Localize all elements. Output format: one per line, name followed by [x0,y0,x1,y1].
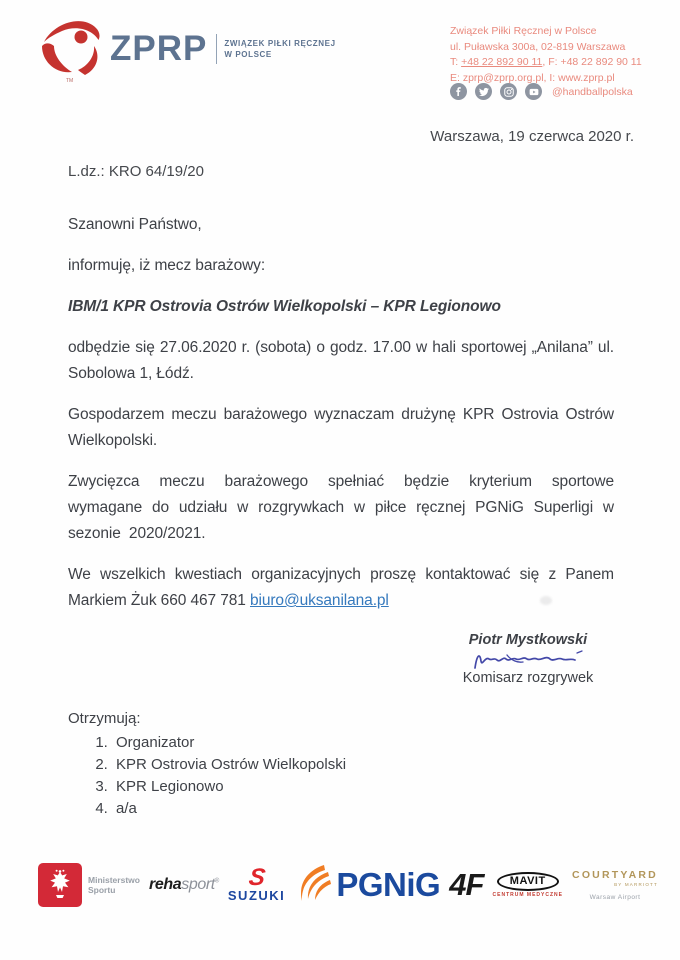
reference-number: L.dz.: KRO 64/19/20 [68,163,204,180]
mavit-logo: MAVIT CENTRUM MEDYCZNE [493,872,563,898]
paragraph-contact: We wszelkich kwestiach organizacyjnych proszę kontaktować się z Panem Markiem Żuk 660 467 781 biuro@uksanilana.pl [68,566,614,609]
date-line: Warszawa, 19 czerwca 2020 r. [430,128,634,145]
contact-address: ul. Puławska 300a, 02-819 Warszawa [450,40,626,53]
suzuki-logo: S SUZUKI [227,863,286,903]
signature-block [408,632,648,686]
polish-eagle-icon [38,863,82,907]
twitter-icon [475,83,492,100]
contact-email-link[interactable]: biuro@uksanilana.pl [249,592,389,609]
recipients-block [68,708,346,820]
zprp-logo [38,16,336,82]
list-item: 3. KPR Legionowo [112,776,346,798]
paragraph-criteria: Zwycięzca meczu barażowego spełniać będzie kryterium sportowe wymagane do udziału w rozgrywkach w piłce ręcznej PGNiG Superligi w sezonie 2020/2021. [68,473,614,542]
recipients-list [68,732,346,820]
courtyard-logo: COURTYARD BY MARRIOTT Warsaw Airport [572,869,658,901]
rehasport-logo: rehasport® [149,876,219,893]
pgnig-flame-icon [294,863,332,907]
list-item: 1. Organizator [112,732,346,754]
signer-name: Piotr Mystkowski [468,632,588,648]
instagram-icon [500,83,517,100]
zprp-emblem-icon [38,16,102,82]
contact-phones: T: +48 22 892 90 11, F: +48 22 892 90 11 [450,56,642,68]
suzuki-s-icon: S [246,863,267,891]
ministry-label: Ministerstwo Sportu [88,874,140,895]
brand-wordmark: ZPRP [110,29,208,68]
paragraph-venue: odbędzie się 27.06.2020 r. (sobota) o godz. 17.00 w hali sportowej „Anilana” ul. Sobolowa 1, Łódź. [68,339,614,382]
salutation: Szanowni Państwo, [68,216,202,233]
social-row [450,83,633,100]
facebook-icon [450,83,467,100]
ministry-of-sport-logo [38,863,140,907]
fourf-logo: 4F [449,867,484,902]
contact-email-web: E: zprp@zprp.org.pl, I: www.zprp.pl [450,71,615,84]
list-item: 2. KPR Ostrovia Ostrów Wielkopolski [112,754,346,776]
paragraph-host: Gospodarzem meczu barażowego wyznaczam drużynę KPR Ostrovia Ostrów Wielkopolski. [68,406,614,449]
intro-line: informuję, iż mecz barażowy: [68,257,266,274]
letterhead-contact [450,24,642,86]
scan-smudge [540,596,552,605]
phone-number: +48 22 892 90 11 [461,56,543,68]
sponsor-footer [38,852,658,918]
social-handle: @handballpolska [552,85,633,98]
signer-title: Komisarz rozgrywek [462,670,594,686]
tagline-line1: ZWIĄZEK PIŁKI RĘCZNEJ [224,39,336,48]
recipients-heading: Otrzymują: [68,710,141,727]
trademark-mark: TM [66,78,74,84]
tagline-line2: W POLSCE [224,50,272,59]
list-item: 4. a/a [112,798,346,820]
logo-divider [216,34,217,64]
logo-tagline [224,38,335,60]
contact-org: Związek Piłki Ręcznej w Polsce [450,25,597,37]
letter-body [68,212,614,629]
youtube-icon [525,83,542,100]
pgnig-logo: PGNiG [294,863,440,907]
match-line: IBM/1 KPR Ostrovia Ostrów Wielkopolski – KPR Legionowo [68,298,501,315]
